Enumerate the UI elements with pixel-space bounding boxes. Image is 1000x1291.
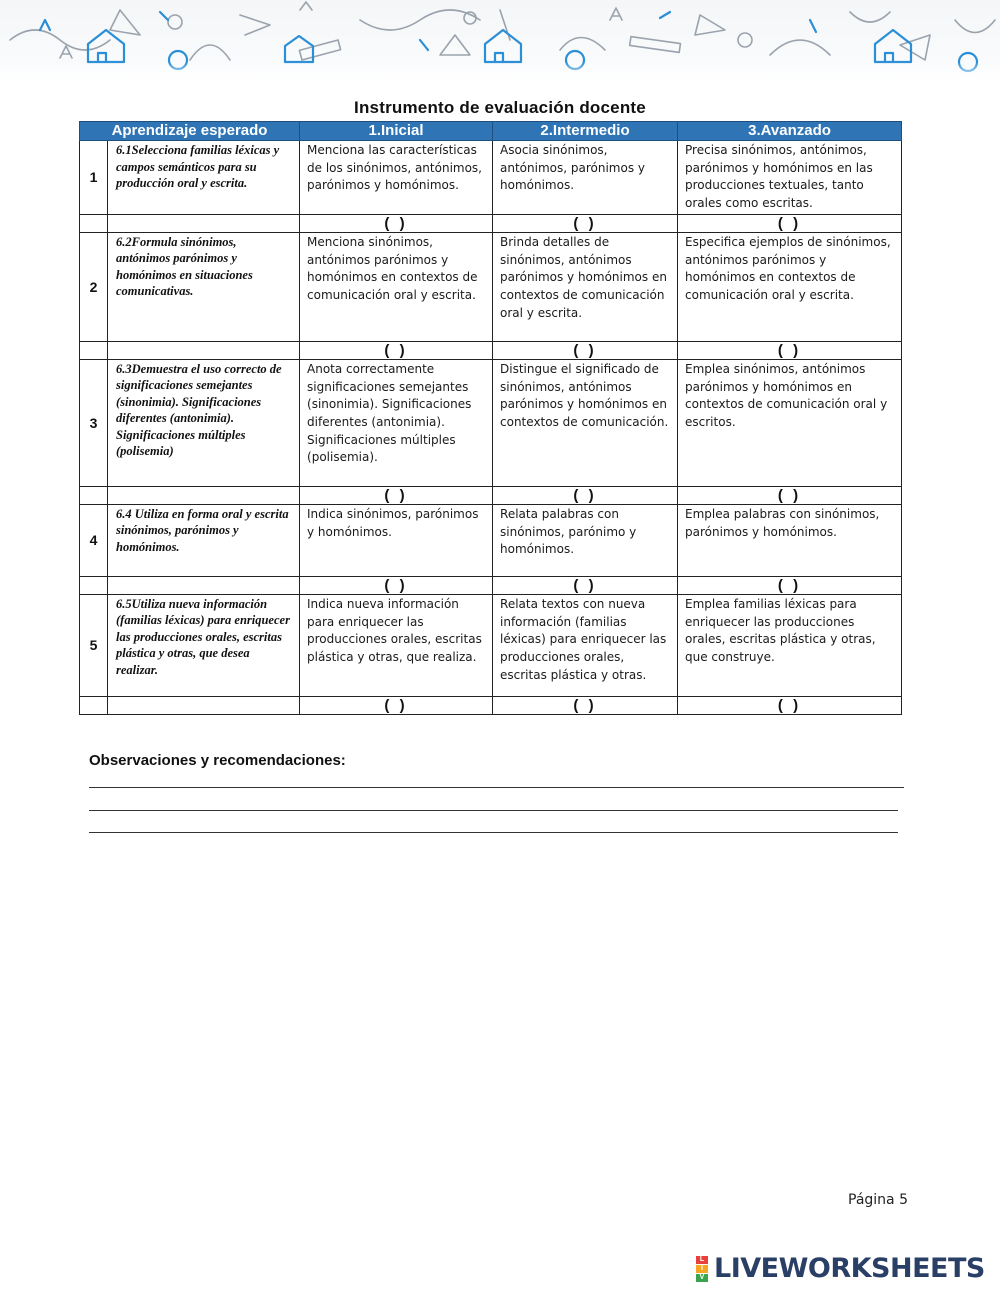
logo-letter-v: V bbox=[696, 1274, 708, 1282]
empty-cell bbox=[80, 486, 108, 504]
logo-letter-i: I bbox=[696, 1265, 708, 1273]
table-row bbox=[80, 232, 902, 341]
level-inicial: Indica nueva información para enriquecer las producciones orales, escritas plástica y otras, que realiza. bbox=[300, 594, 493, 696]
liveworksheets-wordmark: LIVEWORKSHEETS bbox=[714, 1253, 985, 1284]
checkbox-inicial[interactable]: ( ) bbox=[300, 696, 493, 714]
level-avanzado: Especifica ejemplos de sinónimos, antónimos parónimos y homónimos en contextos de comunicación oral y escrita. bbox=[678, 232, 902, 341]
checkbox-avanzado[interactable]: ( ) bbox=[678, 696, 902, 714]
learning-outcome: 6.5Utiliza nueva información (familias léxicas) para enriquecer las producciones orales, escritas plástica y otras, que desea realizar. bbox=[108, 594, 300, 696]
header-inicial: 1.Inicial bbox=[300, 122, 493, 141]
checkbox-row bbox=[80, 696, 902, 714]
checkbox-row bbox=[80, 576, 902, 594]
evaluation-rubric-table bbox=[79, 121, 902, 715]
table-header-row bbox=[80, 122, 902, 141]
checkbox-inicial[interactable]: ( ) bbox=[300, 214, 493, 232]
banner-fade bbox=[0, 62, 1000, 82]
header-aprendizaje: Aprendizaje esperado bbox=[80, 122, 300, 141]
level-avanzado: Emplea sinónimos, antónimos parónimos y homónimos en contextos de comunicación oral y escritos. bbox=[678, 359, 902, 486]
empty-cell bbox=[80, 214, 108, 232]
table-row bbox=[80, 594, 902, 696]
empty-cell bbox=[108, 341, 300, 359]
empty-cell bbox=[108, 696, 300, 714]
checkbox-inicial[interactable]: ( ) bbox=[300, 576, 493, 594]
checkbox-avanzado[interactable]: ( ) bbox=[678, 576, 902, 594]
header-intermedio: 2.Intermedio bbox=[493, 122, 678, 141]
checkbox-avanzado[interactable]: ( ) bbox=[678, 486, 902, 504]
document-title: Instrumento de evaluación docente bbox=[354, 98, 646, 117]
checkbox-row bbox=[80, 214, 902, 232]
observations-line-2[interactable] bbox=[89, 810, 898, 811]
level-inicial: Anota correctamente significaciones semejantes (sinonimia). Significaciones diferentes (antonimia). Significaciones múltiples (polisemia). bbox=[300, 359, 493, 486]
learning-outcome: 6.3Demuestra el uso correcto de significaciones semejantes (sinonimia). Significaciones diferentes (antonimia). Significaciones múltiples (polisemia) bbox=[108, 359, 300, 486]
row-number: 5 bbox=[80, 594, 108, 696]
checkbox-intermedio[interactable]: ( ) bbox=[493, 576, 678, 594]
observations-label: Observaciones y recomendaciones: bbox=[89, 752, 346, 769]
checkbox-intermedio[interactable]: ( ) bbox=[493, 696, 678, 714]
level-avanzado: Precisa sinónimos, antónimos, parónimos y homónimos en las producciones textuales, tanto orales como escritas. bbox=[678, 141, 902, 215]
empty-cell bbox=[108, 214, 300, 232]
liveworksheets-logo-icon bbox=[696, 1256, 708, 1283]
checkbox-row bbox=[80, 341, 902, 359]
table-row bbox=[80, 504, 902, 576]
liveworksheets-logo[interactable] bbox=[696, 1254, 985, 1284]
observations-line-3[interactable] bbox=[89, 832, 898, 833]
level-intermedio: Asocia sinónimos, antónimos, parónimos y homónimos. bbox=[493, 141, 678, 215]
empty-cell bbox=[80, 696, 108, 714]
checkbox-avanzado[interactable]: ( ) bbox=[678, 214, 902, 232]
learning-outcome: 6.2Formula sinónimos, antónimos parónimos y homónimos en situaciones comunicativas. bbox=[108, 232, 300, 341]
level-intermedio: Brinda detalles de sinónimos, antónimos parónimos y homónimos en contextos de comunicación oral y escrita. bbox=[493, 232, 678, 341]
checkbox-intermedio[interactable]: ( ) bbox=[493, 214, 678, 232]
doodle-banner bbox=[0, 0, 1000, 82]
learning-outcome: 6.1Selecciona familias léxicas y campos semánticos para su producción oral y escrita. bbox=[108, 141, 300, 215]
empty-cell bbox=[108, 486, 300, 504]
level-intermedio: Distingue el significado de sinónimos, antónimos parónimos y homónimos en contextos de comunicación. bbox=[493, 359, 678, 486]
level-intermedio: Relata palabras con sinónimos, parónimo y homónimos. bbox=[493, 504, 678, 576]
level-inicial: Menciona sinónimos, antónimos parónimos y homónimos en contextos de comunicación oral y escrita. bbox=[300, 232, 493, 341]
row-number: 1 bbox=[80, 141, 108, 215]
checkbox-inicial[interactable]: ( ) bbox=[300, 341, 493, 359]
level-avanzado: Emplea familias léxicas para enriquecer las producciones orales, escritas plástica y otras, que construye. bbox=[678, 594, 902, 696]
empty-cell bbox=[80, 576, 108, 594]
checkbox-row bbox=[80, 486, 902, 504]
checkbox-inicial[interactable]: ( ) bbox=[300, 486, 493, 504]
empty-cell bbox=[108, 576, 300, 594]
learning-outcome: 6.4 Utiliza en forma oral y escrita sinónimos, parónimos y homónimos. bbox=[108, 504, 300, 576]
checkbox-intermedio[interactable]: ( ) bbox=[493, 341, 678, 359]
level-inicial: Indica sinónimos, parónimos y homónimos. bbox=[300, 504, 493, 576]
row-number: 2 bbox=[80, 232, 108, 341]
logo-letter-l: L bbox=[696, 1256, 708, 1264]
level-inicial: Menciona las características de los sinónimos, antónimos, parónimos y homónimos. bbox=[300, 141, 493, 215]
row-number: 4 bbox=[80, 504, 108, 576]
table-row bbox=[80, 359, 902, 486]
observations-line-1[interactable] bbox=[89, 787, 904, 788]
level-intermedio: Relata textos con nueva información (familias léxicas) para enriquecer las producciones orales, escritas plástica y otras. bbox=[493, 594, 678, 696]
table-row bbox=[80, 141, 902, 215]
checkbox-avanzado[interactable]: ( ) bbox=[678, 341, 902, 359]
row-number: 3 bbox=[80, 359, 108, 486]
checkbox-intermedio[interactable]: ( ) bbox=[493, 486, 678, 504]
empty-cell bbox=[80, 341, 108, 359]
level-avanzado: Emplea palabras con sinónimos, parónimos y homónimos. bbox=[678, 504, 902, 576]
page-number: Página 5 bbox=[848, 1192, 908, 1208]
header-avanzado: 3.Avanzado bbox=[678, 122, 902, 141]
